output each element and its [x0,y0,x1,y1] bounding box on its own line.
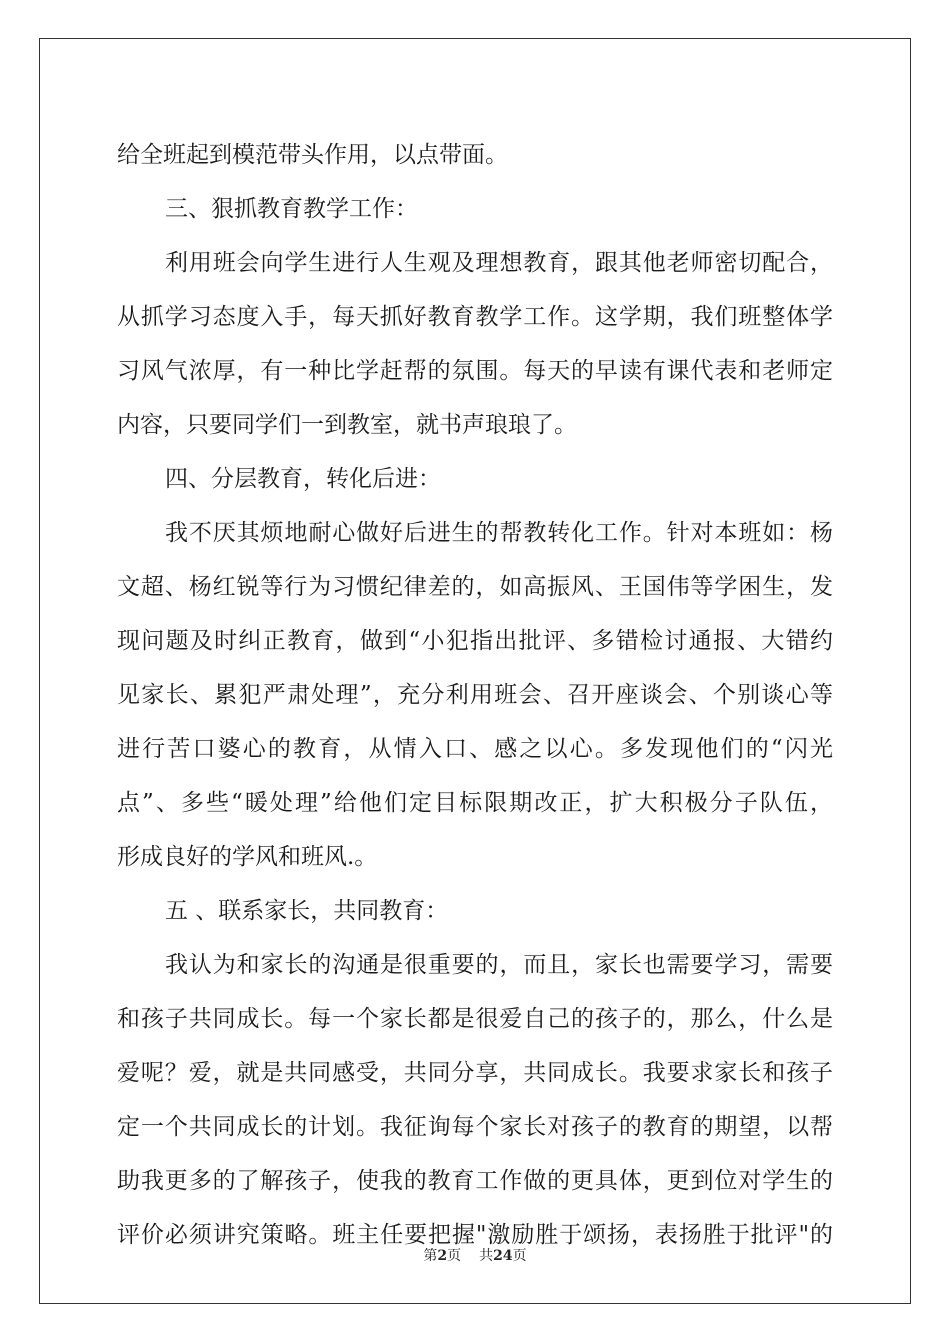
total-prefix: 共 [479,1248,494,1264]
text-line: 我认为和家长的沟通是很重要的，而且，家长也需要学习，需要 [165,952,833,978]
page-prefix: 第 [423,1248,438,1264]
text-line: 从抓学习态度入手，每天抓好教育教学工作。这学期，我们班整体学 [117,304,833,330]
text-line: 文超、杨红锐等行为习惯纪律差的，如高振风、王国伟等学困生，发 [117,574,833,600]
text-line: 和孩子共同成长。每一个家长都是很爱自己的孩子的，那么，什么是 [117,1006,833,1032]
text-line: 三、狠抓教育教学工作： [165,196,418,222]
total-pages: 24 [493,1248,513,1264]
text-line: 见家长、累犯严肃处理”，充分利用班会、召开座谈会、个别谈心等 [117,682,833,708]
paragraph [117,236,833,452]
total-suffix: 页 [512,1248,527,1264]
page-number: 2 [437,1248,448,1264]
text-line: 五 、联系家长，共同教育： [165,898,449,924]
text-line: 形成良好的学风和班风.。 [117,844,378,870]
page-suffix: 页 [447,1248,462,1264]
text-line: 定一个共同成长的计划。我征询每个家长对孩子的教育的期望，以帮 [117,1114,833,1140]
text-line: 四、分层教育，转化后进： [165,466,441,492]
paragraph [117,128,833,182]
text-line: 我不厌其烦地耐心做好后进生的帮教转化工作。针对本班如：杨 [165,520,833,546]
text-line: 现问题及时纠正教育，做到“小犯指出批评、多错检讨通报、大错约 [117,628,833,654]
text-line: 内容，只要同学们一到教室，就书声琅琅了。 [117,412,577,438]
text-line: 进行苦口婆心的教育，从情入口、感之以心。多发现他们的“闪光 [117,736,833,762]
text-line: 利用班会向学生进行人生观及理想教育，跟其他老师密切配合， [165,250,833,276]
text-line: 爱呢？爱，就是共同感受，共同分享，共同成长。我要求家长和孩子 [117,1060,833,1086]
paragraph [117,938,833,1262]
page-footer [0,1245,950,1265]
paragraph [117,182,833,236]
paragraph [117,884,833,938]
text-line: 助我更多的了解孩子，使我的教育工作做的更具体，更到位对学生的 [117,1168,833,1194]
text-line: 给全班起到模范带头作用，以点带面。 [117,142,508,168]
document-body [117,128,833,1262]
text-line: 点”、多些“暖处理”给他们定目标限期改正，扩大积极分子队伍， [117,790,833,816]
paragraph [117,452,833,506]
text-line: 评价必须讲究策略。班主任要把握"激励胜于颂扬，表扬胜于批评"的 [117,1222,833,1248]
paragraph [117,506,833,884]
text-line: 习风气浓厚，有一种比学赶帮的氛围。每天的早读有课代表和老师定 [117,358,833,384]
